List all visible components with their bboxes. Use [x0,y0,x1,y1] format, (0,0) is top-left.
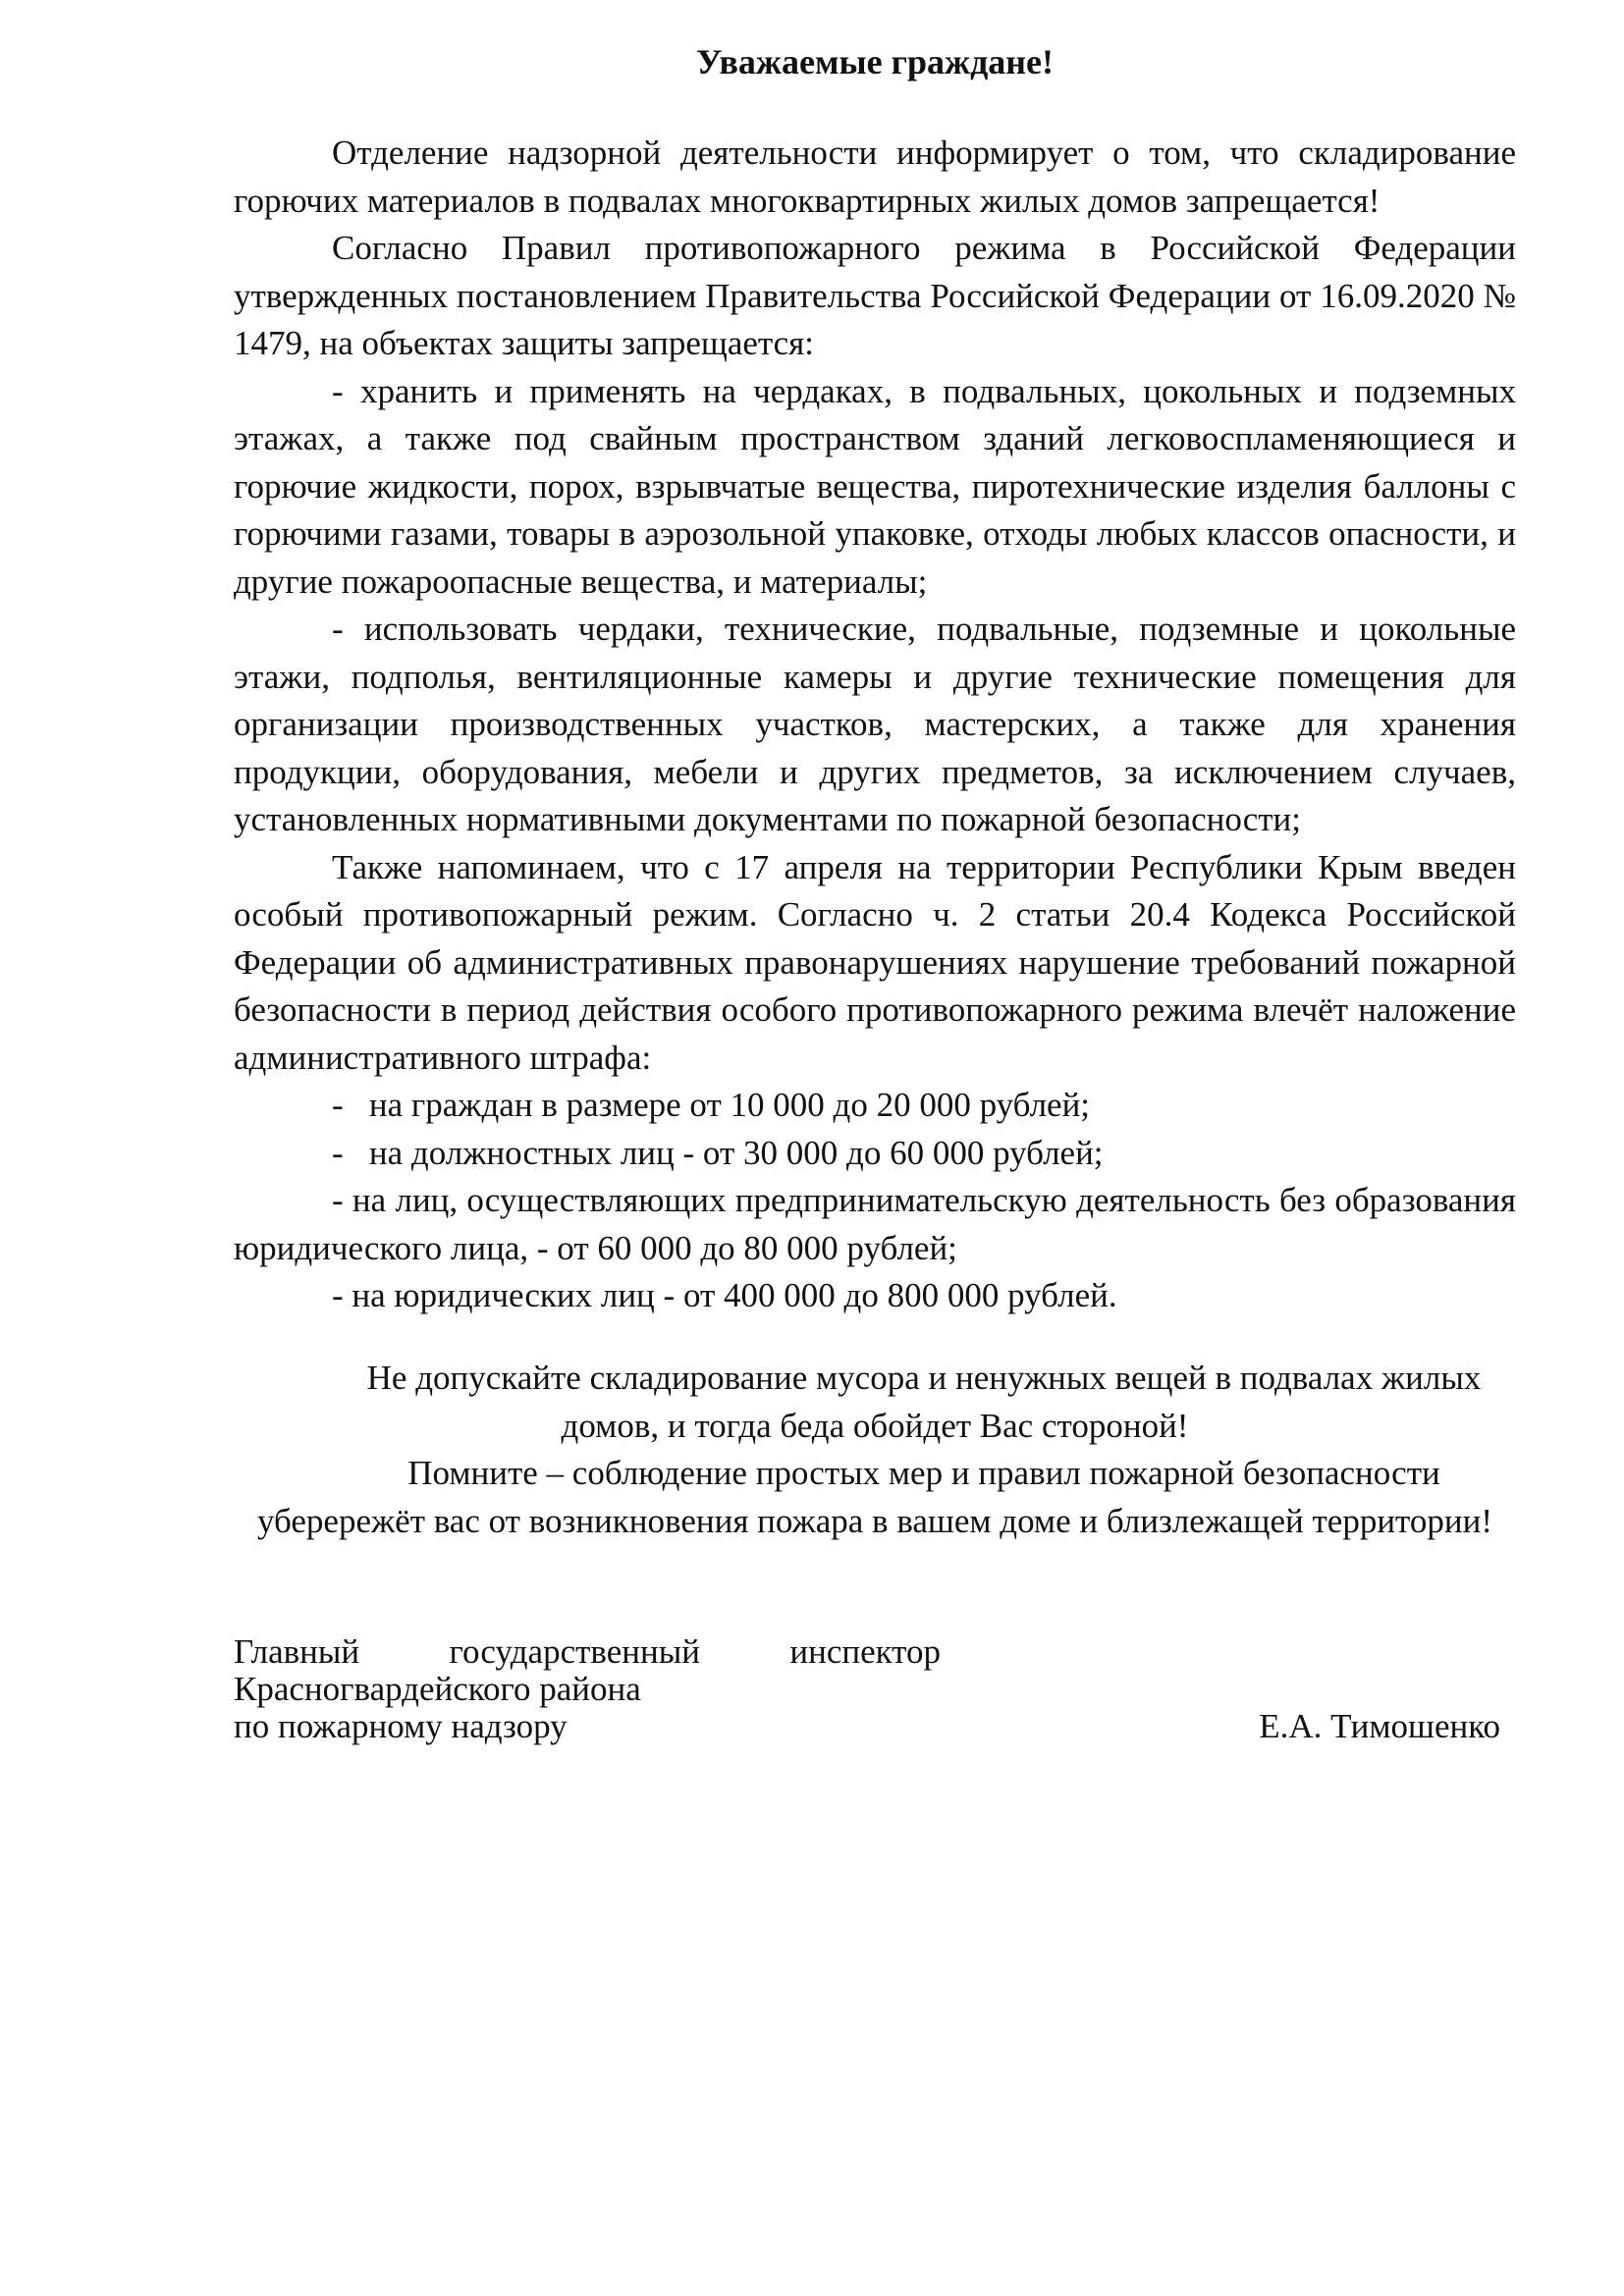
signature-position-line [234,1633,941,1671]
signature-word-chief: Главный [234,1632,360,1671]
signature-name: Е.А. Тимошенко [1259,1707,1500,1745]
paragraph-fire-regime: Также напоминаем, что с 17 апреля на территории Республики Крым введен особый противопожарный режим. Согласно ч. 2 статьи 20.4 Кодекса Российской Федерации об административных правонарушениях нарушение требований пожарной безопасности в период действия особого противопожарного режима влечёт наложение административного штрафа: [234,847,1516,1077]
fine-citizens: - на граждан в размере от 10 000 до 20 000 рублей; [332,1086,1091,1124]
signature-block [234,1633,1500,1745]
document-body [234,130,1516,1320]
signature-department: по пожарному надзору [234,1707,568,1745]
paragraph-prohibition-use: - использовать чердаки, технические, подвальные, подземные и цокольные этажи, подполья, вентиляционные камеры и другие технические помещения для организации производственных участков, мастерских, а также для хранения продукции, оборудования, мебели и других предметов, за исключением случаев, установленных нормативными документами по пожарной безопасности; [234,610,1516,838]
closing-warning: Не допускайте складирование мусора и ненужных вещей в подвалах жилых домов, и тогда беда обойдет Вас стороной! [366,1359,1482,1445]
fine-entrepreneurs: - на лиц, осуществляющих предпринимательскую деятельность без образования юридического лица, - от 60 000 до 80 000 рублей; [234,1181,1516,1267]
closing-reminder: Помните – соблюдение простых мер и правил пожарной безопасности уберережёт вас от возникновения пожара в вашем доме и близлежащей территории! [256,1454,1493,1540]
signature-word-state: государственный [449,1632,700,1671]
document-title: Уважаемые граждане! [696,42,1054,81]
signature-word-inspector: инспектор [789,1632,941,1671]
paragraph-prohibition-storage: - хранить и применять на чердаках, в подвальных, цокольных и подземных этажах, а также под свайным пространством зданий легковоспламеняющиеся и горючие жидкости, порох, взрывчатые вещества, пиротехнические изделия баллоны с горючими газами, товары в аэрозольной упаковке, отходы любых классов опасности, и другие пожароопасные вещества, и материалы; [234,371,1516,601]
paragraph-rules-reference: Согласно Правил противопожарного режима в Российской Федерации утвержденных постановлением Правительства Российской Федерации от 16.09.2020 № 1479, на объектах защиты запрещается: [234,229,1516,362]
signature-district-line: Красногвардейского района [234,1670,641,1708]
fine-legal-entities: - на юридических лиц - от 400 000 до 800 000 рублей. [332,1276,1117,1314]
fine-officials: - на должностных лиц - от 30 000 до 60 000 рублей; [332,1133,1104,1172]
signature-final-line [234,1708,1500,1745]
paragraph-intro: Отделение надзорной деятельности информирует о том, что складирование горючих материалов в подвалах многоквартирных жилых домов запрещается! [234,133,1516,220]
closing-appeal [234,1355,1516,1545]
